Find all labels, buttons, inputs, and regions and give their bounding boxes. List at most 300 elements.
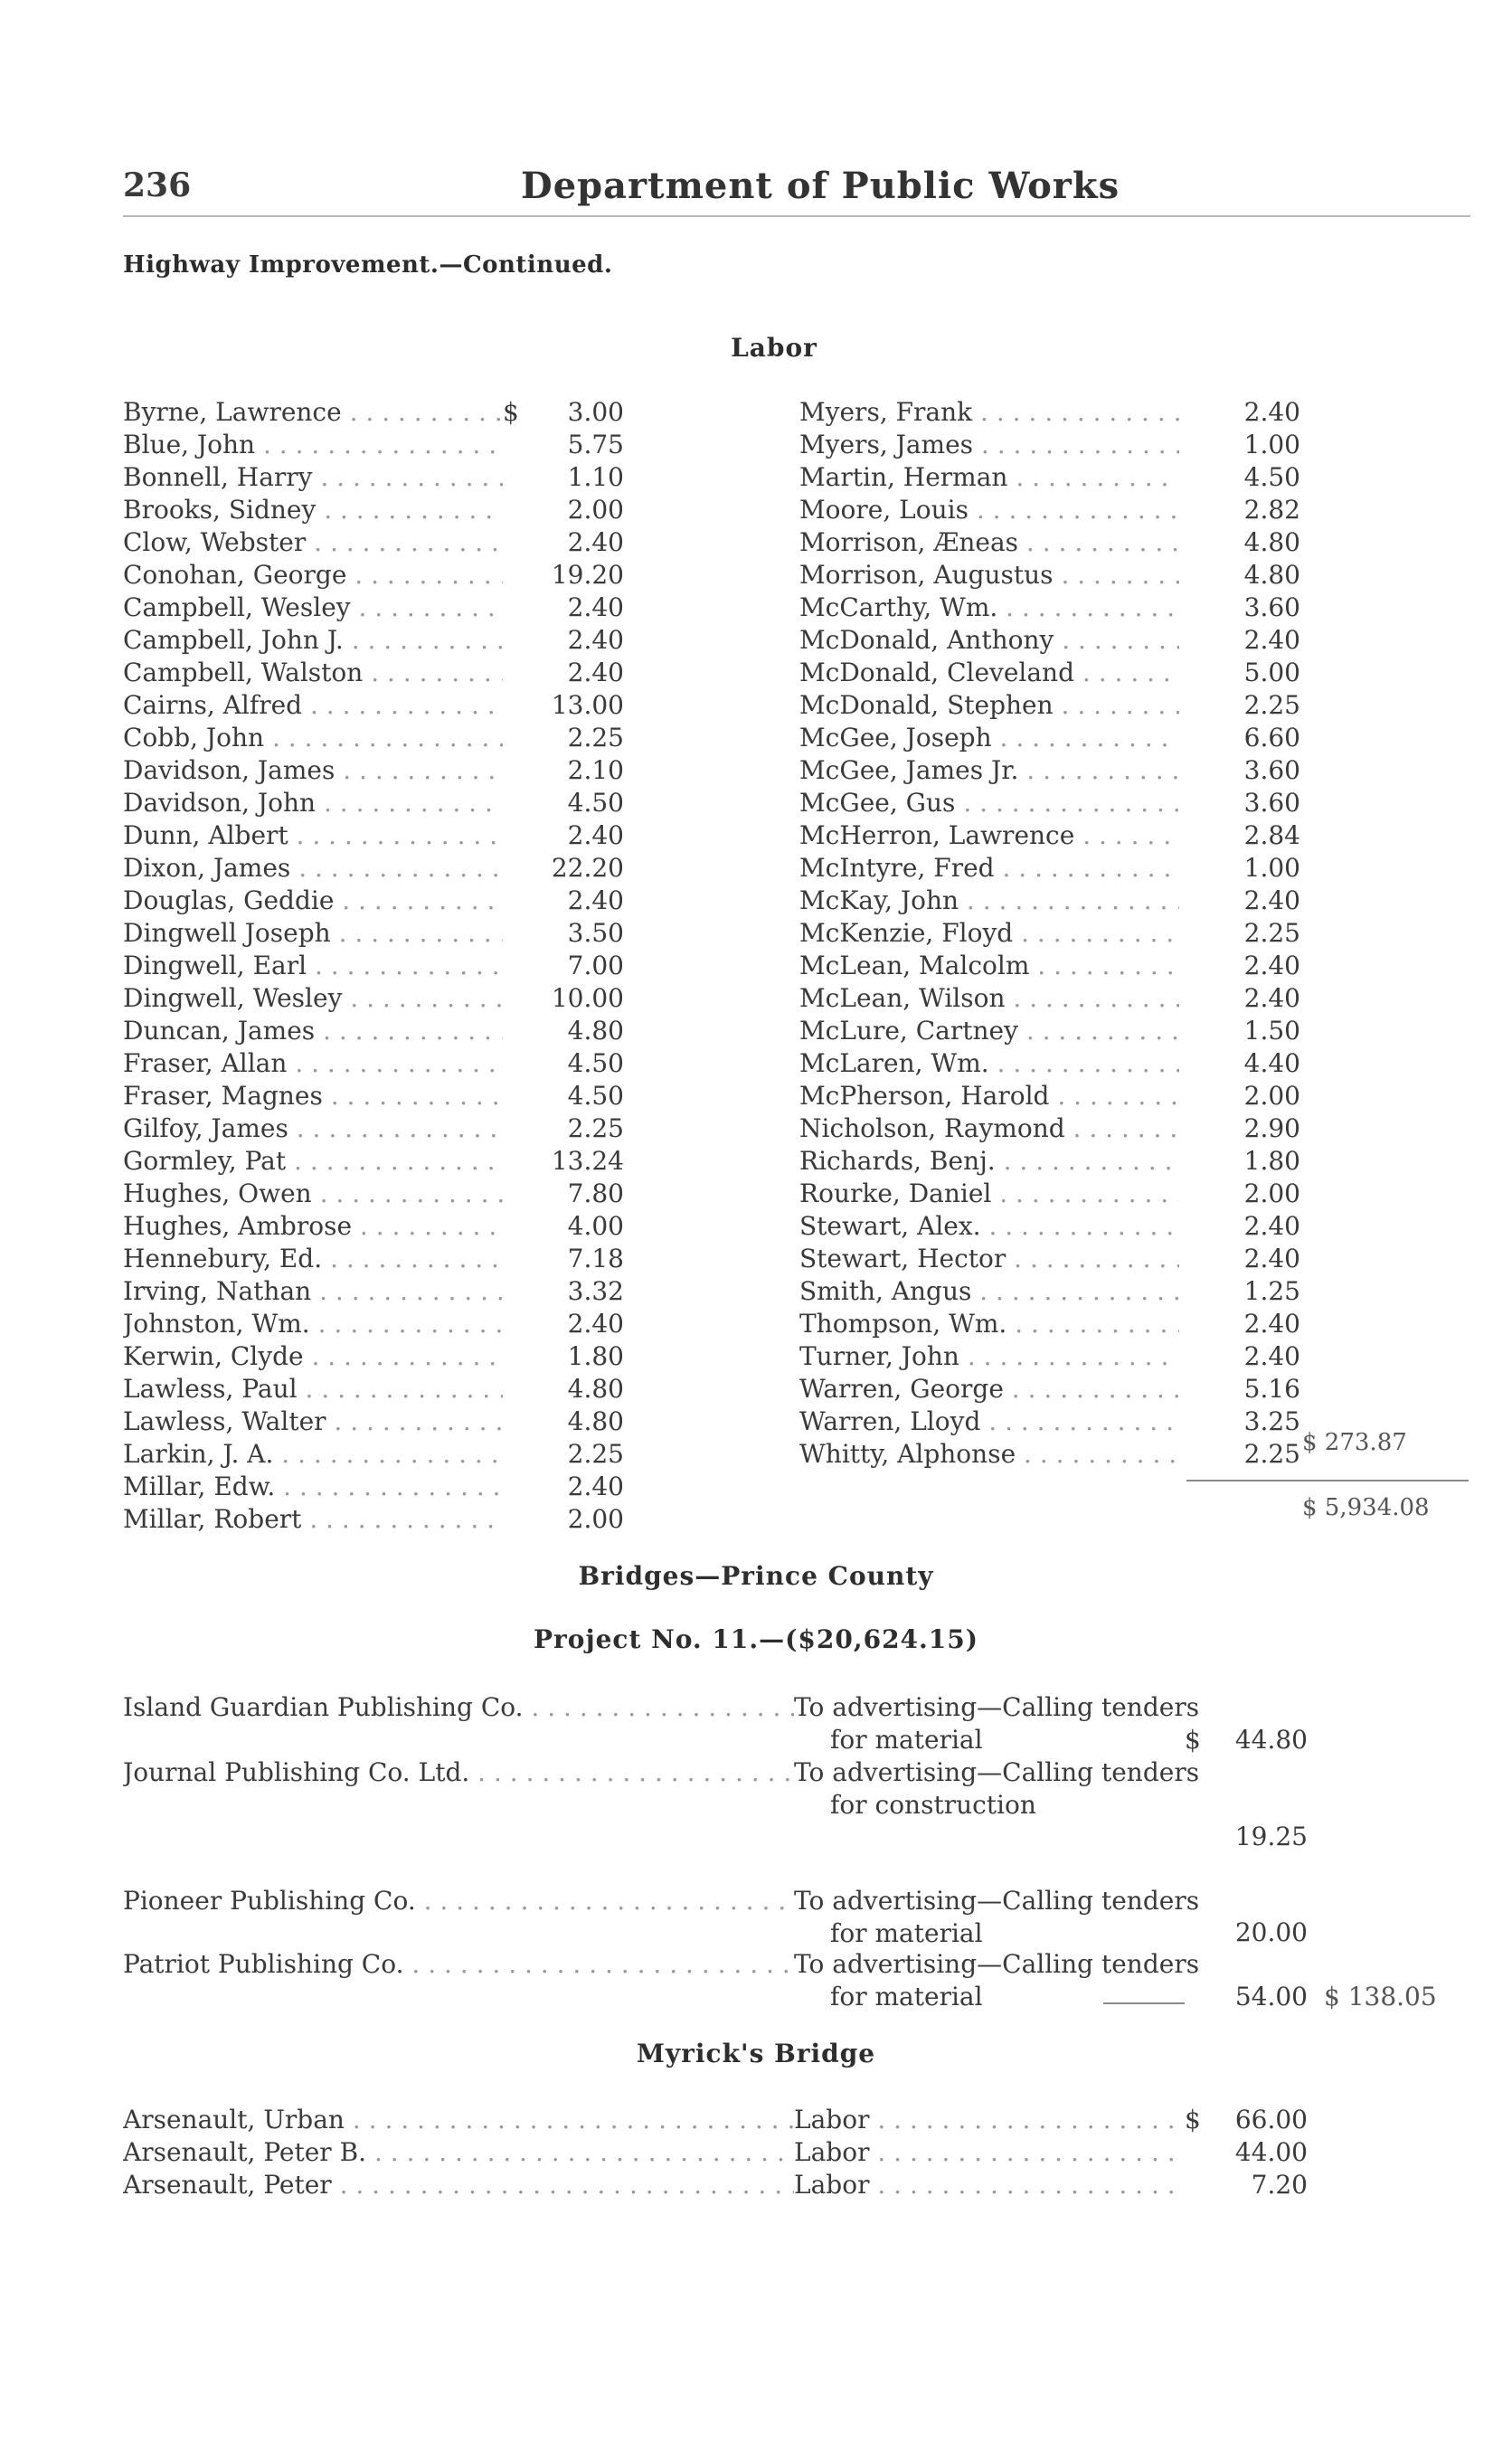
amount: 2.40: [1243, 1341, 1300, 1371]
dollar-sign: [503, 1178, 524, 1210]
table-row: [123, 526, 624, 559]
dollar-sign: [1179, 852, 1201, 885]
table-row: [799, 787, 1300, 819]
worker-name: Moore, Louis . . .: [799, 494, 1179, 526]
worker-name: Nicholson, Raymond . . .: [799, 1112, 1179, 1145]
amount: 4.50: [567, 788, 624, 818]
table-row: [123, 559, 624, 592]
worker-name: Turner, John . . .: [799, 1340, 1179, 1373]
table-row: [799, 1080, 1300, 1112]
work-type: Labor . . .: [794, 2136, 1183, 2169]
worker-name: McDonald, Anthony . . .: [799, 624, 1179, 657]
table-row: [799, 852, 1300, 885]
worker-name: Warren, George . . .: [799, 1373, 1179, 1406]
amount: 1.80: [1243, 1146, 1300, 1176]
table-row: [123, 396, 624, 429]
charge-description: To advertising—Calling tenders for material: [794, 1692, 1200, 1755]
project-heading: Project No. 11.—($20,624.15): [534, 1624, 978, 1654]
amount: 2.40: [1243, 397, 1300, 427]
worker-name: Dingwell Joseph . . .: [123, 917, 503, 950]
dollar-sign: [1179, 494, 1201, 526]
amount: 1.10: [567, 462, 624, 492]
table-row: [123, 1047, 624, 1080]
worker-name: Campbell, John J. . . .: [123, 624, 503, 657]
table-row: [123, 494, 624, 526]
table-row: [799, 1373, 1300, 1406]
dollar-sign: [503, 689, 524, 722]
worker-name: McDonald, Stephen . . .: [799, 689, 1179, 722]
dollar-sign: [503, 461, 524, 494]
worker-name: Arsenault, Urban . . .: [123, 2104, 794, 2136]
worker-name: McGee, Joseph . . .: [799, 722, 1179, 754]
amount: 10.00: [551, 983, 624, 1013]
table-row: [799, 819, 1300, 852]
amount: 2.40: [1243, 625, 1300, 655]
worker-name: McKay, John . . .: [799, 885, 1179, 917]
amount: 2.25: [567, 723, 624, 752]
dollar-sign: [1179, 1210, 1201, 1243]
worker-name: Morrison, Æneas . . .: [799, 526, 1179, 559]
worker-name: Cairns, Alfred . . .: [123, 689, 503, 722]
amount: 19.20: [551, 560, 624, 590]
worker-name: Johnston, Wm. . . .: [123, 1308, 503, 1340]
dollar-sign: [1179, 1406, 1201, 1438]
dollar-sign: [1179, 1080, 1201, 1112]
dollar-sign: [1179, 982, 1201, 1015]
table-row: [799, 917, 1300, 950]
dollar-sign: [503, 429, 524, 461]
amount: 4.80: [1243, 560, 1300, 590]
amount: 2.00: [1243, 1081, 1300, 1111]
worker-name: Hughes, Owen . . .: [123, 1178, 503, 1210]
table-row: [799, 461, 1300, 494]
amount: 44.00: [1234, 2137, 1308, 2167]
worker-name: Martin, Herman . . .: [799, 461, 1179, 494]
amount: 66.00: [1234, 2105, 1308, 2134]
worker-name: Byrne, Lawrence . . .: [123, 396, 503, 429]
worker-name: McLaren, Wm. . . .: [799, 1047, 1179, 1080]
table-row: [123, 1308, 624, 1340]
amount: 2.25: [567, 1113, 624, 1143]
worker-name: McGee, James Jr. . . .: [799, 754, 1179, 787]
amount: 3.50: [567, 918, 624, 948]
worker-name: Gormley, Pat . . .: [123, 1145, 503, 1178]
page-title: Department of Public Works: [521, 165, 1120, 207]
worker-name: McCarthy, Wm. . . .: [799, 592, 1179, 624]
amount: 2.40: [567, 658, 624, 687]
worker-name: Myers, Frank . . .: [799, 396, 1179, 429]
dollar-sign: [503, 526, 524, 559]
worker-name: Kerwin, Clyde . . .: [123, 1340, 503, 1373]
page-header: [123, 161, 1470, 217]
amount: 2.84: [1243, 820, 1300, 850]
list-item: [123, 2169, 1317, 2201]
amount: 4.80: [567, 1016, 624, 1046]
amount: 7.20: [1251, 2170, 1308, 2200]
amount: 4.50: [567, 1048, 624, 1078]
dollar-sign: [503, 1340, 524, 1373]
amount: 2.10: [567, 755, 624, 785]
worker-name: Warren, Lloyd . . .: [799, 1406, 1179, 1438]
publisher-name: Patriot Publishing Co. . . .: [123, 1948, 794, 1981]
table-row: [799, 689, 1300, 722]
worker-name: Fraser, Allan . . .: [123, 1047, 503, 1080]
table-row: [123, 1373, 624, 1406]
dollar-sign: [503, 494, 524, 526]
table-row: [123, 1471, 624, 1503]
dollar-sign: [503, 1503, 524, 1536]
dollar-sign: [503, 1275, 524, 1308]
table-row: [123, 1275, 624, 1308]
table-row: [123, 1340, 624, 1373]
worker-name: McLean, Malcolm . . .: [799, 950, 1179, 982]
dollar-sign: [1179, 722, 1201, 754]
dollar-sign: [1179, 1308, 1201, 1340]
worker-name: McKenzie, Floyd . . .: [799, 917, 1179, 950]
amount: 6.60: [1243, 723, 1300, 752]
worker-name: Brooks, Sidney . . .: [123, 494, 503, 526]
amount: 1.00: [1243, 430, 1300, 459]
worker-name: Arsenault, Peter B. . . .: [123, 2136, 794, 2169]
table-row: [123, 950, 624, 982]
dollar-sign: [1179, 1178, 1201, 1210]
dollar-sign: [503, 1243, 524, 1275]
worker-name: Smith, Angus . . .: [799, 1275, 1179, 1308]
table-row: [799, 1438, 1300, 1471]
dollar-sign: [1179, 1145, 1201, 1178]
table-row: [799, 1210, 1300, 1243]
worker-name: Davidson, James . . .: [123, 754, 503, 787]
amount: 1.00: [1243, 853, 1300, 883]
table-row: [799, 559, 1300, 592]
table-row: [123, 819, 624, 852]
labor-right-column: [799, 396, 1300, 1471]
worker-name: Myers, James . . .: [799, 429, 1179, 461]
dollar-sign: [1179, 787, 1201, 819]
amount: 54.00: [1234, 1982, 1308, 2011]
dollar-sign: $: [1185, 1725, 1201, 1755]
amount: 2.25: [567, 1439, 624, 1469]
worker-name: McDonald, Cleveland . . .: [799, 657, 1179, 689]
table-row: [123, 689, 624, 722]
amount: 1.80: [567, 1341, 624, 1371]
table-row: [123, 754, 624, 787]
table-row: [799, 885, 1300, 917]
table-row: [799, 1340, 1300, 1373]
worker-name: Lawless, Walter . . .: [123, 1406, 503, 1438]
dollar-sign: [1179, 396, 1201, 429]
amount: 2.25: [1243, 690, 1300, 720]
dollar-sign: [1179, 1112, 1201, 1145]
dollar-sign: [503, 1047, 524, 1080]
dollar-sign: [503, 1373, 524, 1406]
worker-name: Arsenault, Peter . . .: [123, 2169, 794, 2201]
table-row: [799, 657, 1300, 689]
table-row: [799, 526, 1300, 559]
amount: 13.24: [551, 1146, 624, 1176]
table-row: [123, 1145, 624, 1178]
worker-name: Rourke, Daniel . . .: [799, 1178, 1179, 1210]
worker-name: Millar, Robert . . .: [123, 1503, 503, 1536]
table-row: [123, 1178, 624, 1210]
amount: 2.40: [1243, 951, 1300, 980]
amount: 2.40: [1243, 983, 1300, 1013]
amount: 2.40: [1243, 1211, 1300, 1241]
table-row: [799, 982, 1300, 1015]
worker-name: Millar, Edw. . . .: [123, 1471, 503, 1503]
dollar-sign: [503, 624, 524, 657]
labor-column-total: $ 273.87: [1302, 1429, 1407, 1456]
dollar-sign: [503, 819, 524, 852]
table-row: [123, 1438, 624, 1471]
worker-name: Gilfoy, James . . .: [123, 1112, 503, 1145]
worker-name: Duncan, James . . .: [123, 1015, 503, 1047]
advertising-rule: [1103, 2002, 1185, 2004]
dollar-sign: [503, 852, 524, 885]
dollar-sign: [1179, 1015, 1201, 1047]
worker-name: Clow, Webster . . .: [123, 526, 503, 559]
publisher-name: Pioneer Publishing Co. . . .: [123, 1885, 794, 1917]
table-row: [799, 624, 1300, 657]
dollar-sign: [1179, 526, 1201, 559]
dollar-sign: [503, 982, 524, 1015]
worker-name: Conohan, George . . .: [123, 559, 503, 592]
table-row: [123, 461, 624, 494]
table-row: [799, 1406, 1300, 1438]
amount: 4.80: [567, 1406, 624, 1436]
page-number: 236: [123, 166, 192, 204]
amount: 7.18: [567, 1244, 624, 1273]
dollar-sign: [503, 950, 524, 982]
amount: 5.16: [1243, 1374, 1300, 1404]
dollar-sign: [1179, 917, 1201, 950]
dollar-sign: [503, 1112, 524, 1145]
table-row: [799, 1112, 1300, 1145]
amount: 2.40: [567, 1472, 624, 1501]
table-row: [123, 1080, 624, 1112]
amount: 2.40: [567, 592, 624, 622]
worker-name: Dunn, Albert . . .: [123, 819, 503, 852]
myricks-heading: Myrick's Bridge: [636, 2039, 876, 2068]
table-row: [123, 1243, 624, 1275]
amount: 3.32: [567, 1276, 624, 1306]
table-row: [123, 429, 624, 461]
amount: 2.40: [567, 527, 624, 557]
worker-name: Campbell, Wesley . . .: [123, 592, 503, 624]
amount: 2.40: [1243, 1309, 1300, 1339]
worker-name: Stewart, Alex. . . .: [799, 1210, 1179, 1243]
amount: 2.25: [1243, 918, 1300, 948]
worker-name: Richards, Benj. . . .: [799, 1145, 1179, 1178]
amount: 1.25: [1243, 1276, 1300, 1306]
amount: 13.00: [551, 690, 624, 720]
table-row: [123, 982, 624, 1015]
table-row: [123, 722, 624, 754]
table-row: [123, 592, 624, 624]
dollar-sign: [503, 1406, 524, 1438]
dollar-sign: [503, 722, 524, 754]
dollar-sign: [503, 885, 524, 917]
worker-name: Thompson, Wm. . . .: [799, 1308, 1179, 1340]
myricks-list: [123, 2104, 1317, 2201]
amount: 2.90: [1243, 1113, 1300, 1143]
worker-name: Bonnell, Harry . . .: [123, 461, 503, 494]
dollar-sign: [503, 787, 524, 819]
amount: 3.60: [1243, 592, 1300, 622]
amount: 2.00: [567, 495, 624, 525]
dollar-sign: [503, 1438, 524, 1471]
dollar-sign: [503, 1471, 524, 1503]
worker-name: McPherson, Harold . . .: [799, 1080, 1179, 1112]
worker-name: Lawless, Paul . . .: [123, 1373, 503, 1406]
table-row: [799, 1047, 1300, 1080]
dollar-sign: [503, 1210, 524, 1243]
table-row: [123, 657, 624, 689]
dollar-sign: [503, 1015, 524, 1047]
list-item: [123, 2136, 1317, 2169]
amount: 7.80: [567, 1178, 624, 1208]
dollar-sign: [1179, 1275, 1201, 1308]
amount: 2.40: [567, 885, 624, 915]
table-row: [799, 396, 1300, 429]
charge-description: To advertising—Calling tenders for material: [794, 1949, 1200, 2011]
amount: 4.80: [567, 1374, 624, 1404]
table-row: [799, 429, 1300, 461]
dollar-sign: [1179, 1438, 1201, 1471]
worker-name: Cobb, John . . .: [123, 722, 503, 754]
worker-name: Hennebury, Ed. . . .: [123, 1243, 503, 1275]
table-row: [799, 1015, 1300, 1047]
worker-name: Stewart, Hector . . .: [799, 1243, 1179, 1275]
amount: 44.80: [1234, 1725, 1308, 1755]
amount: 2.00: [1243, 1178, 1300, 1208]
amount: 20.00: [1234, 1917, 1308, 1947]
dollar-sign: [503, 592, 524, 624]
amount: 22.20: [551, 853, 624, 883]
amount: 2.40: [567, 625, 624, 655]
dollar-sign: [1179, 592, 1201, 624]
dollar-sign: $: [503, 397, 519, 427]
worker-name: Larkin, J. A. . . .: [123, 1438, 503, 1471]
charge-description: To advertising—Calling tenders for material: [794, 1886, 1200, 1948]
amount: 3.25: [1243, 1406, 1300, 1436]
dollar-sign: [1179, 624, 1201, 657]
amount: 4.80: [1243, 527, 1300, 557]
amount: 2.00: [567, 1504, 624, 1534]
table-row: [123, 624, 624, 657]
worker-name: McIntyre, Fred . . .: [799, 852, 1179, 885]
worker-name: Davidson, John . . .: [123, 787, 503, 819]
amount: 4.40: [1243, 1048, 1300, 1078]
table-row: [799, 1243, 1300, 1275]
amount: 1.50: [1243, 1016, 1300, 1046]
worker-name: Whitty, Alphonse . . .: [799, 1438, 1179, 1471]
worker-name: Dingwell, Wesley . . .: [123, 982, 503, 1015]
amount: 19.25: [1234, 1822, 1308, 1851]
publisher-name: Island Guardian Publishing Co. . . .: [123, 1691, 794, 1724]
worker-name: Blue, John . . .: [123, 429, 503, 461]
table-row: [799, 1178, 1300, 1210]
amount: 4.50: [1243, 462, 1300, 492]
worker-name: Dingwell, Earl . . .: [123, 950, 503, 982]
work-type: Labor . . .: [794, 2104, 1183, 2136]
dollar-sign: [503, 1080, 524, 1112]
amount: 5.75: [567, 430, 624, 459]
amount: 3.00: [567, 397, 624, 427]
dollar-sign: [1179, 559, 1201, 592]
amount: 3.60: [1243, 755, 1300, 785]
table-row: [123, 1503, 624, 1536]
section-heading: Highway Improvement.—Continued.: [123, 251, 613, 279]
worker-name: Irving, Nathan . . .: [123, 1275, 503, 1308]
worker-name: Hughes, Ambrose . . .: [123, 1210, 503, 1243]
dollar-sign: [1179, 819, 1201, 852]
table-row: [799, 1275, 1300, 1308]
dollar-sign: [503, 754, 524, 787]
amount: 4.00: [567, 1211, 624, 1241]
amount: 2.40: [1243, 1244, 1300, 1273]
worker-name: Fraser, Magnes . . .: [123, 1080, 503, 1112]
amount: 4.50: [567, 1081, 624, 1111]
worker-name: Dixon, James . . .: [123, 852, 503, 885]
work-type: Labor . . .: [794, 2169, 1183, 2201]
dollar-sign: [1179, 1373, 1201, 1406]
dollar-sign: [1179, 1340, 1201, 1373]
table-row: [123, 1112, 624, 1145]
section-total: $ 138.05: [1324, 1982, 1437, 2011]
worker-name: McLure, Cartney . . .: [799, 1015, 1179, 1047]
worker-name: Morrison, Augustus . . .: [799, 559, 1179, 592]
worker-name: McLean, Wilson . . .: [799, 982, 1179, 1015]
dollar-sign: [1179, 885, 1201, 917]
dollar-sign: [1179, 461, 1201, 494]
dollar-sign: $: [1185, 2105, 1201, 2134]
amount: 5.00: [1243, 658, 1300, 687]
dollar-sign: [503, 657, 524, 689]
worker-name: Campbell, Walston . . .: [123, 657, 503, 689]
dollar-sign: [1179, 754, 1201, 787]
table-row: [123, 1015, 624, 1047]
labor-left-column: [123, 396, 624, 1536]
publisher-name: Journal Publishing Co. Ltd. . . .: [123, 1756, 794, 1789]
list-item: [123, 2104, 1317, 2136]
table-row: [799, 494, 1300, 526]
total-rule: [1186, 1480, 1469, 1481]
amount: 2.82: [1243, 495, 1300, 525]
table-row: [123, 852, 624, 885]
dollar-sign: [1179, 950, 1201, 982]
dollar-sign: [1179, 1047, 1201, 1080]
dollar-sign: [1179, 429, 1201, 461]
table-row: [123, 885, 624, 917]
amount: 2.40: [1243, 885, 1300, 915]
dollar-sign: [1179, 657, 1201, 689]
table-row: [799, 754, 1300, 787]
table-row: [123, 1406, 624, 1438]
dollar-sign: [1179, 1243, 1201, 1275]
dollar-sign: [503, 559, 524, 592]
dollar-sign: [503, 1145, 524, 1178]
worker-name: Douglas, Geddie . . .: [123, 885, 503, 917]
amount: 2.40: [567, 820, 624, 850]
labor-heading: Labor: [731, 333, 817, 363]
dollar-sign: [503, 1308, 524, 1340]
table-row: [123, 1210, 624, 1243]
table-row: [799, 1308, 1300, 1340]
worker-name: McGee, Gus . . .: [799, 787, 1179, 819]
bridges-heading: Bridges—Prince County: [578, 1561, 934, 1591]
dollar-sign: [1179, 689, 1201, 722]
